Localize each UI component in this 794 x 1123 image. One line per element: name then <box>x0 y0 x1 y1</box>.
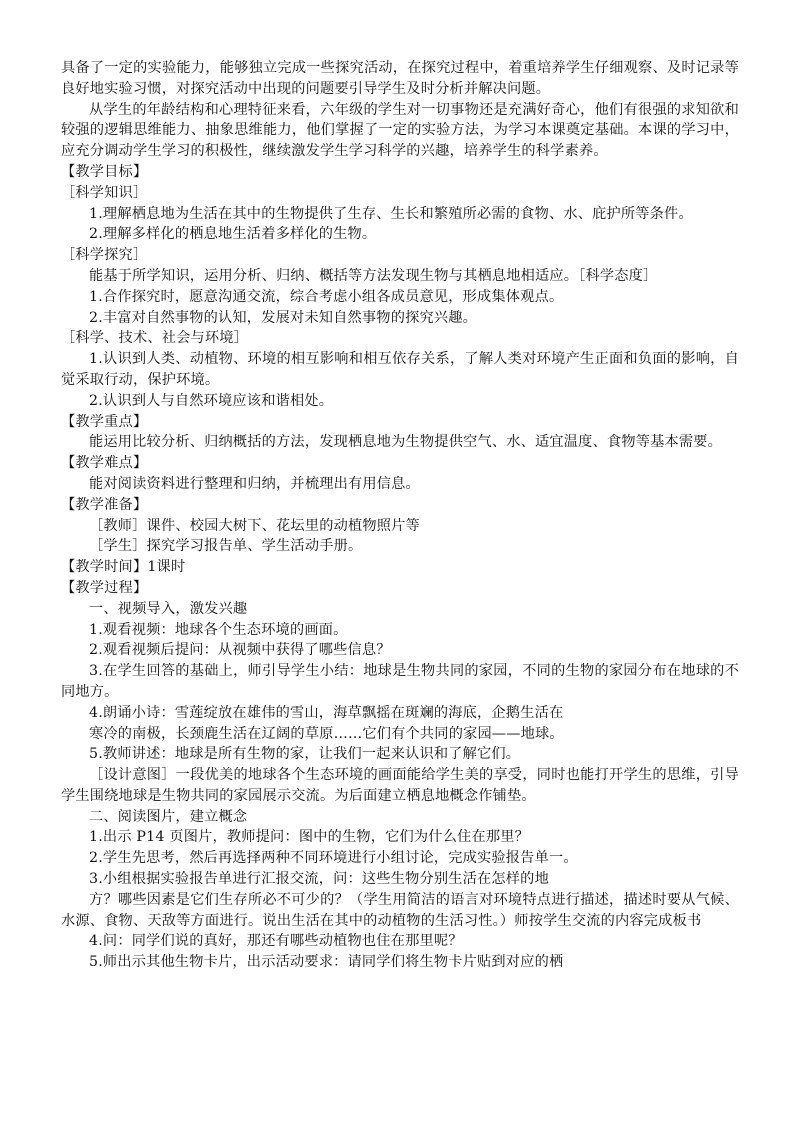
preparation-teacher: ［教师］课件、校园大树下、花坛里的动植物照片等 <box>89 517 420 534</box>
subheading-science-inquiry: ［科学探究］ <box>61 247 148 264</box>
heading-teaching-time: 【教学时间】1课时 <box>61 559 186 576</box>
section-2-step-2: 2.学生先思考，然后再选择两种不同环境进行小组讨论，完成实验报告单一。 <box>89 850 578 867</box>
section-1-step-4: 4.朗诵小诗：雪莲绽放在雄伟的雪山，海草飘摇在斑斓的海底，企鹅生活在 <box>89 704 564 721</box>
paragraph-student-analysis: 从学生的年龄结构和心理特征来看，六年级的学生对一切事物还是充满好奇心，他们有很强的求知欲和较强的逻辑思维能力、抽象思维能力，他们掌握了一定的实验方法，为学习本课奠定基础。本课的学习中，应充分调动学生学习的积极性，继续激发学生学习科学的兴趣，培养学生的科学素养。 <box>61 101 739 160</box>
section-1-step-3: 3.在学生回答的基础上，师引导学生小结：地球是生物共同的家园，不同的生物的家园分布在地球的不同地方。 <box>61 663 739 700</box>
subheading-stse: ［科学、技术、社会与环境］ <box>61 330 249 347</box>
paragraph-intro-continued: 具备了一定的实验能力，能够独立完成一些探究活动，在探究过程中，着重培养学生仔细观察、及时记录等良好地实验习惯，对探究活动中出现的问题要引导学生及时分析并解决问题。 <box>61 60 739 97</box>
section-2-step-5: 5.师出示其他生物卡片，出示活动要求：请同学们将生物卡片贴到对应的栖 <box>89 954 564 971</box>
goal-knowledge-1: 1.理解栖息地为生活在其中的生物提供了生存、生长和繁殖所必需的食物、水、庇护所等条件。 <box>89 205 693 222</box>
goal-stse-2: 2.认识到人与自然环境应该和谐相处。 <box>89 392 334 409</box>
goal-attitude-2: 2.丰富对自然事物的认知，发展对未知自然事物的探究兴趣。 <box>89 309 478 326</box>
section-1-title: 一、视频导入，激发兴趣 <box>89 600 248 617</box>
heading-teaching-process: 【教学过程】 <box>61 579 148 596</box>
section-2-step-1: 1.出示 P14 页图片，教师提问：图中的生物，它们为什么住在那里？ <box>89 829 530 846</box>
subheading-science-knowledge: ［科学知识］ <box>61 184 148 201</box>
section-2-title: 二、阅读图片，建立概念 <box>89 808 248 825</box>
key-points-text: 能运用比较分析、归纳概括的方法，发现栖息地为生物提供空气、水、适宜温度、食物等基本需要。 <box>89 434 723 451</box>
section-2-step-3-continued: 方？哪些因素是它们生存所必不可少的？（学生用简洁的语言对环境特点进行描述，描述时要从气候、水源、食物、天敌等方面进行。说出生活在其中的动植物的生活习性。）师按学生交流的内容完成板书 <box>61 891 739 929</box>
section-2-step-4: 4.问：同学们说的真好，那还有哪些动植物也住在那里呢？ <box>89 933 463 950</box>
section-1-step-4-continued: 寒冷的南极，长颈鹿生活在辽阔的草原……它们有个共同的家园——地球。 <box>89 725 564 742</box>
heading-key-points: 【教学重点】 <box>61 413 148 430</box>
goal-knowledge-2: 2.理解多样化的栖息地生活着多样化的生物。 <box>89 226 377 243</box>
goal-inquiry: 能基于所学知识，运用分析、归纳、概括等方法发现生物与其栖息地相适应。［科学态度］ <box>89 267 658 284</box>
document-page <box>61 58 739 973</box>
section-1-step-5: 5.教师讲述：地球是所有生物的家，让我们一起来认识和了解它们。 <box>89 746 521 763</box>
preparation-student: ［学生］探究学习报告单、学生活动手册。 <box>89 538 363 555</box>
section-2-step-3: 3.小组根据实验报告单进行汇报交流，问：这些生物分别生活在怎样的地 <box>89 871 549 888</box>
heading-teaching-goals: 【教学目标】 <box>61 163 148 180</box>
goal-attitude-1: 1.合作探究时，愿意沟通交流，综合考虑小组各成员意见，形成集体观点。 <box>89 288 564 305</box>
heading-preparation: 【教学准备】 <box>61 496 148 513</box>
difficulties-text: 能对阅读资料进行整理和归纳，并梳理出有用信息。 <box>89 475 420 492</box>
section-1-design-intent: ［设计意图］一段优美的地球各个生态环境的画面能给学生美的享受，同时也能打开学生的思维，引导学生围绕地球是生物共同的家园展示交流。为后面建立栖息地概念作铺垫。 <box>61 767 739 804</box>
section-1-step-1: 1.观看视频：地球各个生态环境的画面。 <box>89 621 348 638</box>
heading-difficulties: 【教学难点】 <box>61 455 148 472</box>
goal-stse-1: 1.认识到人类、动植物、环境的相互影响和相互依存关系，了解人类对环境产生正面和负面的影响，自觉采取行动，保护环境。 <box>61 351 739 388</box>
section-1-step-2: 2.观看视频后提问：从视频中获得了哪些信息？ <box>89 642 391 659</box>
